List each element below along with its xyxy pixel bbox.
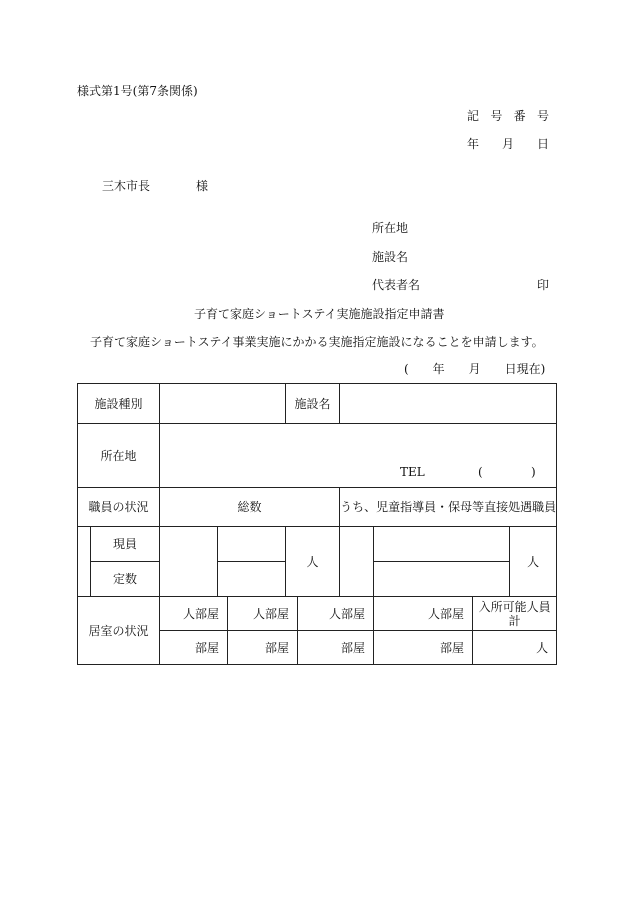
- applicant-address-label: 所在地: [372, 221, 409, 235]
- seal-mark: 印: [537, 278, 550, 292]
- room-count-cell[interactable]: 部屋: [160, 631, 228, 665]
- addressee-name: 三木市長: [102, 179, 151, 193]
- capacity-total-label: 入所可能人員計: [473, 597, 557, 631]
- total-value-cell[interactable]: [160, 527, 218, 597]
- doc-number-char: 号: [490, 109, 503, 123]
- capacity-total-value[interactable]: 人: [473, 631, 557, 665]
- tel-paren-close: ): [531, 465, 536, 479]
- direct-current-cell[interactable]: [374, 527, 510, 562]
- room-type-cell[interactable]: 人部屋: [228, 597, 298, 631]
- current-staff-label: 現員: [91, 527, 160, 562]
- date-year: 年: [467, 137, 480, 151]
- facility-name-value[interactable]: [340, 384, 557, 424]
- doc-number-char: 番: [513, 109, 526, 123]
- room-count-cell[interactable]: 部屋: [228, 631, 298, 665]
- tel-paren-open: (: [478, 465, 483, 479]
- doc-number-char: 号: [536, 109, 549, 123]
- facility-name-label: 施設名: [286, 384, 340, 424]
- room-count-cell[interactable]: 部屋: [298, 631, 374, 665]
- applicant-facility-label: 施設名: [372, 250, 409, 264]
- staff-indent-cell: [78, 527, 91, 597]
- document-date: [467, 137, 549, 151]
- direct-value-cell[interactable]: [340, 527, 374, 597]
- doc-number-char: 記: [467, 109, 480, 123]
- total-persons-unit: 人: [286, 527, 340, 597]
- room-type-cell[interactable]: 人部屋: [160, 597, 228, 631]
- tel-label: TEL: [400, 465, 425, 479]
- capacity-label: 定数: [91, 562, 160, 597]
- addressee-suffix: 様: [196, 179, 209, 193]
- document-title: 子育て家庭ショートステイ実施施設指定申請書: [194, 307, 445, 321]
- form-number: 様式第1号(第7条関係): [77, 84, 198, 98]
- direct-capacity-cell[interactable]: [374, 562, 510, 597]
- facility-type-label: 施設種別: [78, 384, 160, 424]
- room-status-label: 居室の状況: [78, 597, 160, 665]
- facility-type-value[interactable]: [160, 384, 286, 424]
- total-capacity-cell[interactable]: [218, 562, 286, 597]
- staff-direct-care-label: うち、児童指導員・保母等直接処遇職員: [340, 488, 557, 527]
- address-value[interactable]: [160, 424, 557, 488]
- date-day: 日: [536, 137, 549, 151]
- document-number: [467, 109, 549, 123]
- as-of-date: ( 年 月 日現在): [404, 362, 546, 376]
- staff-status-label: 職員の状況: [78, 488, 160, 527]
- room-type-cell[interactable]: 人部屋: [374, 597, 473, 631]
- total-current-cell[interactable]: [218, 527, 286, 562]
- applicant-rep-label: 代表者名: [372, 278, 421, 292]
- address-label: 所在地: [78, 424, 160, 488]
- staff-total-label: 総数: [160, 488, 340, 527]
- application-table: [77, 383, 557, 665]
- direct-persons-unit: 人: [510, 527, 557, 597]
- date-month: 月: [501, 137, 514, 151]
- room-count-cell[interactable]: 部屋: [374, 631, 473, 665]
- body-text: 子育て家庭ショートステイ事業実施にかかる実施指定施設になることを申請します。: [90, 335, 544, 349]
- room-type-cell[interactable]: 人部屋: [298, 597, 374, 631]
